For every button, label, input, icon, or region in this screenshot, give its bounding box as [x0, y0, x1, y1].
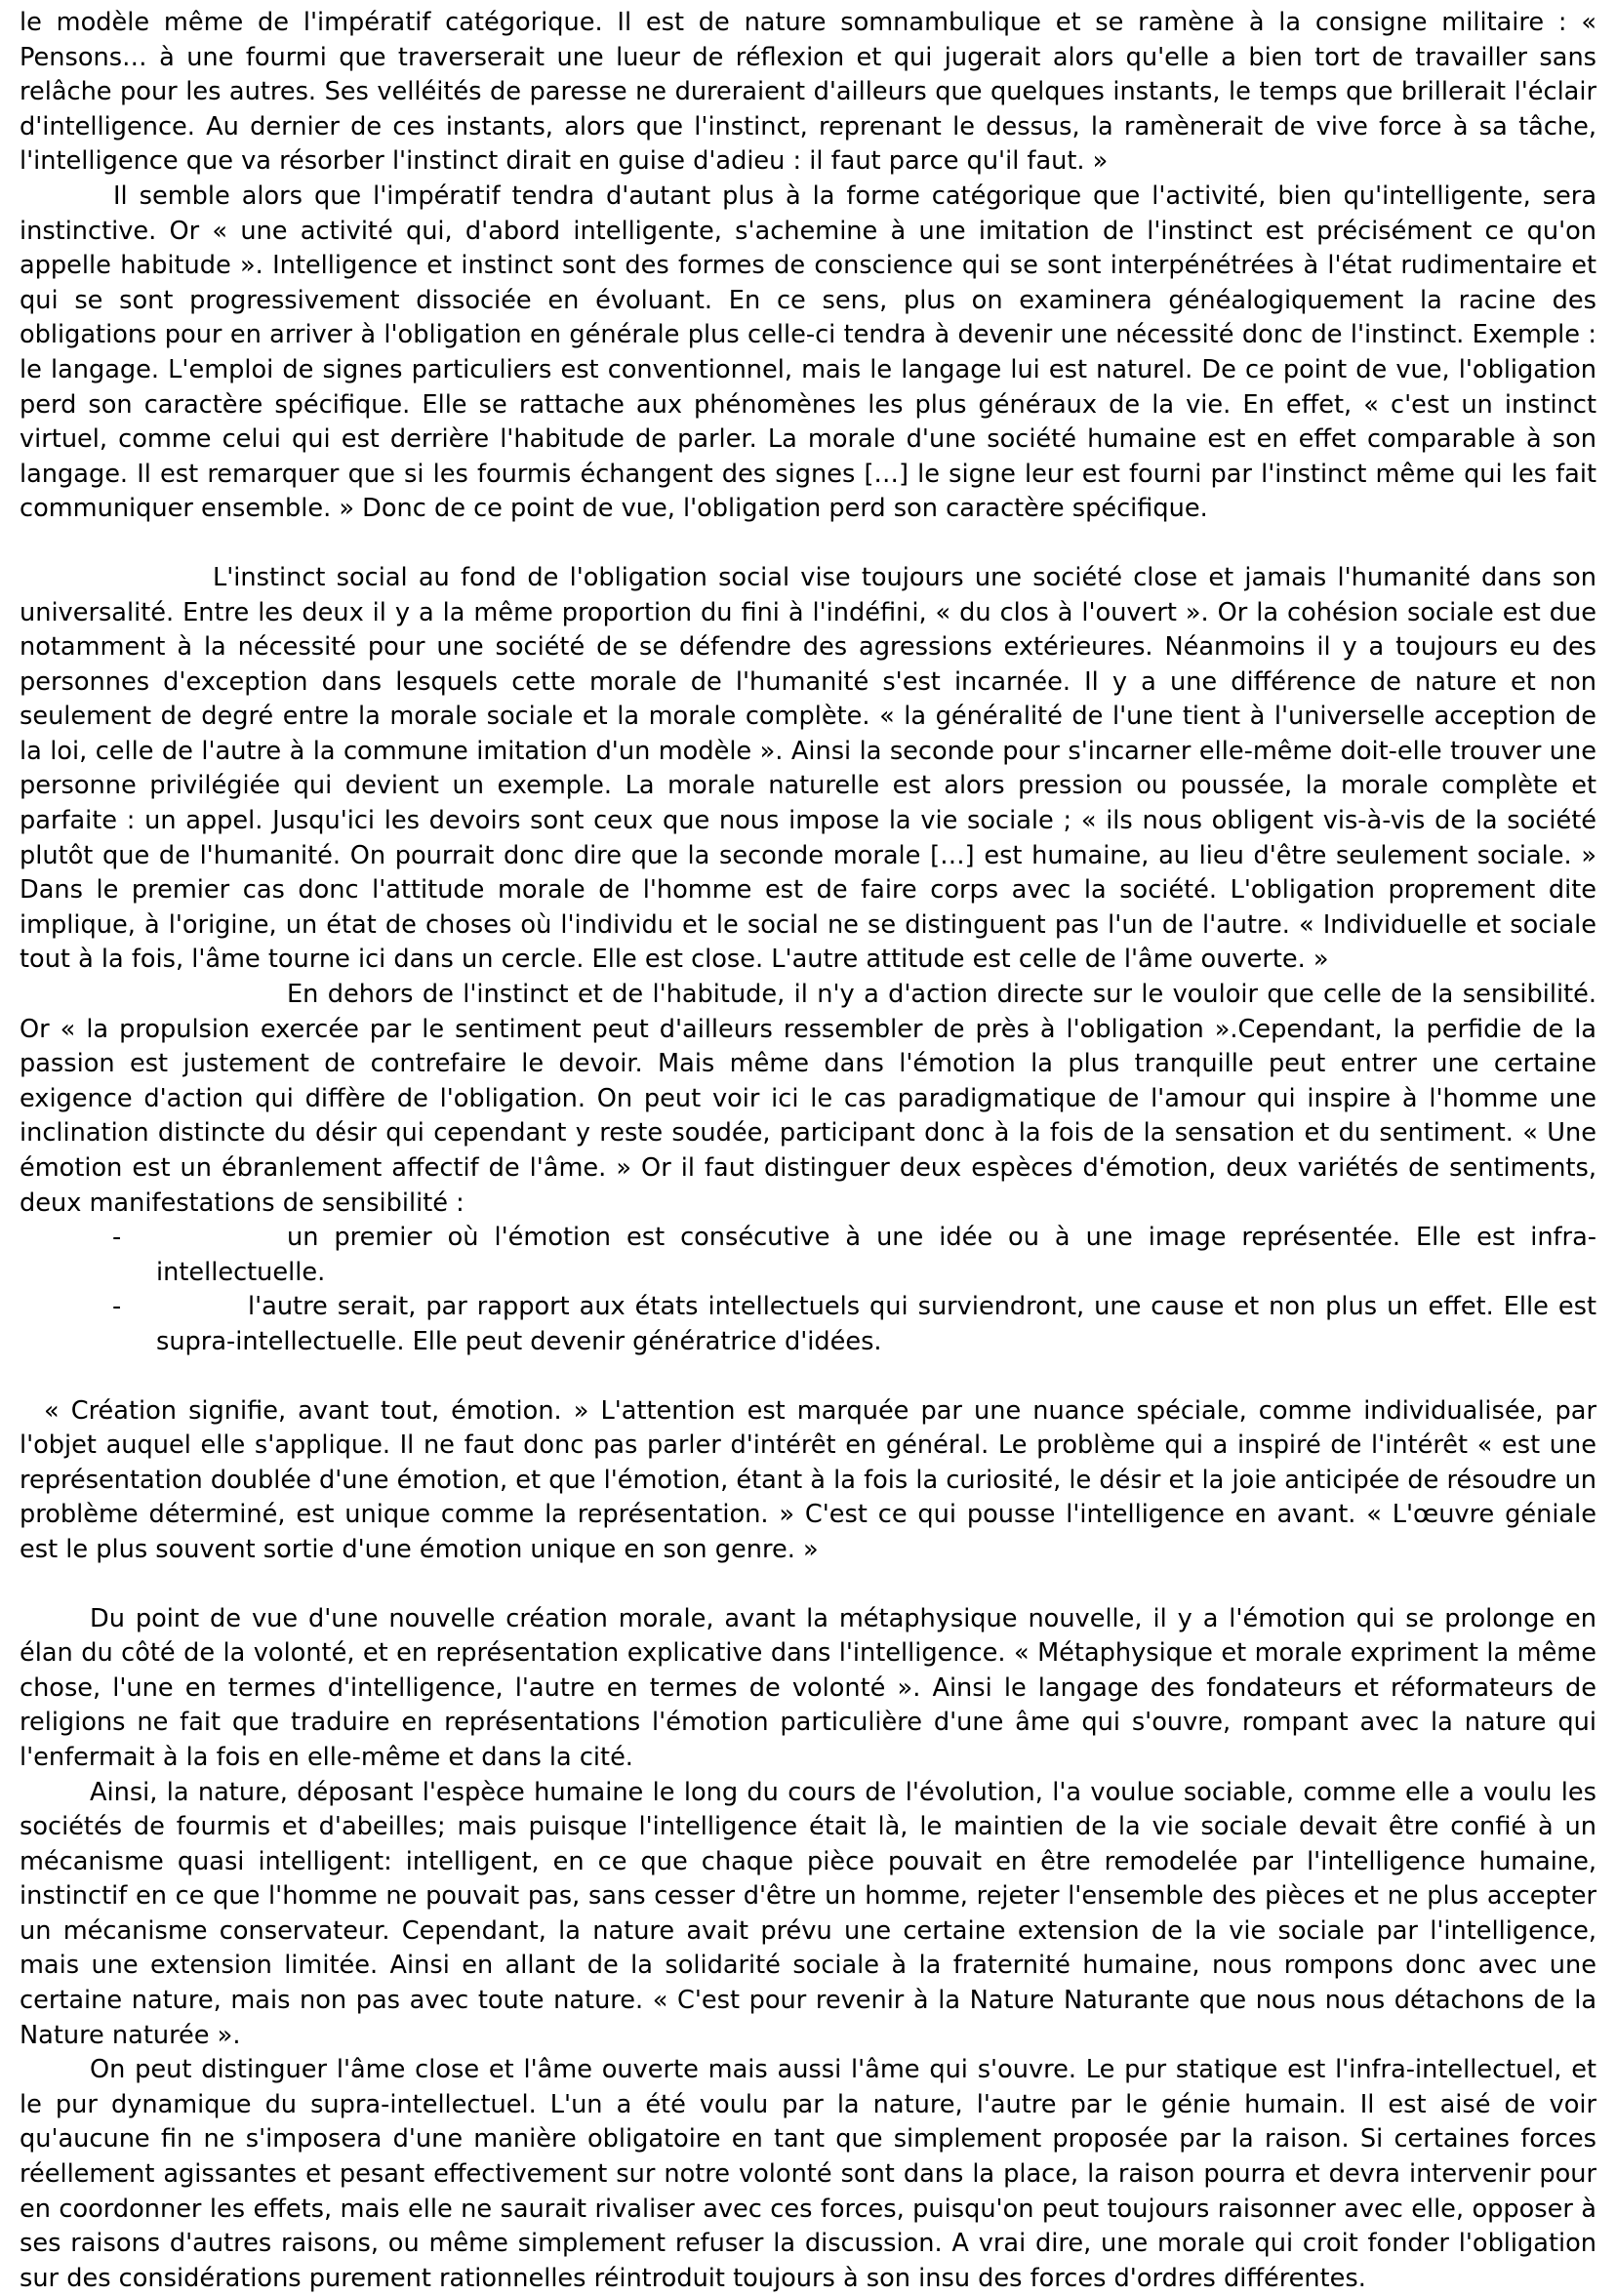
paragraph-3: L'instinct social au fond de l'obligation social vise toujours une société close et jamais l'humanité dans son universalité. Entre les deux il y a la même proportion du fini à l'indéfini, « du clos à l'ouvert ». Or la cohésion sociale est due notamment à la nécessité pour une société de se défendre des agressions extérieures. Néanmoins il y a toujours eu des personnes d'exception dans lesquels cette morale de l'humanité s'est incarnée. Il y a une différence de nature et non seulement de degré entre la morale sociale et la morale complète. « la généralité de l'une tient à l'universelle acception de la loi, celle de l'autre à la commune imitation d'un modèle ». Ainsi la seconde pour s'incarner elle-même doit-elle trouver une personne privilégiée qui devient un exemple. La morale naturelle est alors pression ou poussée, la morale complète et parfaite : un appel. Jusqu'ici les devoirs sont ceux que nous impose la vie sociale ; « ils nous obligent vis-à-vis de la société plutôt que de l'humanité. On pourrait donc dire que la seconde morale […] est humaine, au lieu d'être seulement sociale. » Dans le premier cas donc l'attitude morale de l'homme est de faire corps avec la société. L'obligation proprement dite implique, à l'origine, un état de choses où l'individu et le social ne se distinguent pas l'un de l'autre. « Individuelle et sociale tout à la fois, l'âme tourne ici dans un cercle. Elle est close. L'autre attitude est celle de l'âme ouverte. »	[20, 562, 1596, 975]
paragraph-1: le modèle même de l'impératif catégorique. Il est de nature somnambulique et se ramène à la consigne militaire : « Pensons… à une fourmi que traverserait une lueur de réflexion et qui jugerait alors qu'elle a bien tort de travailler sans relâche pour les autres. Ses velléités de paresse ne dureraient d'ailleurs que quelques instants, le temps que brillerait l'éclair d'intelligence. Au dernier de ces instants, alors que l'instinct, reprenant le dessus, la ramènerait de vive force à sa tâche, l'intelligence que va résorber l'instinct dirait en guise d'adieu : il faut parce qu'il faut. »	[20, 8, 1596, 177]
paragraph-8: On peut distinguer l'âme close et l'âme ouverte mais aussi l'âme qui s'ouvre. Le pur statique est l'infra-intellectuel, et le pur dynamique du supra-intellectuel. L'un a été voulu par la nature, l'autre par le génie humain. Il est aisé de voir qu'aucune fin ne s'imposera d'une manière obligatoire en tant que simplement proposée par la raison. Si certaines forces réellement agissantes et pesant effectivement sur notre volonté sont dans la place, la raison pourra et devra intervenir pour en coordonner les effets, mais elle ne saurait rivaliser avec ces forces, puisqu'on peut toujours raisonner avec elle, opposer à ses raisons d'autres raisons, ou même simplement refuser la discussion. A vrai dire, une morale qui croit fonder l'obligation sur des considérations purement rationnelles réintroduit toujours à son insu des forces d'ordres différentes.	[20, 2055, 1596, 2293]
list-item-text: l'autre serait, par rapport aux états intellectuels qui surviendront, une cause et non plus un effet. Elle est supra-intellectuelle. Elle peut devenir génératrice d'idées.	[156, 1292, 1596, 1356]
list-bullet: -	[112, 1292, 122, 1322]
paragraph-7: Ainsi, la nature, déposant l'espèce humaine le long du cours de l'évolution, l'a voulue sociable, comme elle a voulu les sociétés de fourmis et d'abeilles; mais puisque l'intelligence était là, le maintien de la vie sociale devait être confié à un mécanisme quasi intelligent: intelligent, en ce que chaque pièce pouvait en être remodelée par l'intelligence humaine, instinctif en ce que l'homme ne pouvait pas, sans cesser d'être un homme, rejeter l'ensemble des pièces et ne plus accepter un mécanisme conservateur. Cependant, la nature avait prévu une certaine extension de la vie sociale par l'intelligence, mais une extension limitée. Ainsi en allant de la solidarité sociale à la fraternité humaine, nous rompons donc avec une certaine nature, mais non pas avec toute nature. « C'est pour revenir à la Nature Naturante que nous nous détachons de la Nature naturée ».	[20, 1777, 1596, 2050]
list-item	[20, 1221, 1596, 1290]
paragraph-4: En dehors de l'instinct et de l'habitude, il n'y a d'action directe sur le vouloir que celle de la sensibilité. Or « la propulsion exercée par le sentiment peut d'ailleurs ressembler de près à l'obligation ».Cependant, la perfidie de la passion est justement de contrefaire le devoir. Mais même dans l'émotion la plus tranquille peut entrer une certaine exigence d'action qui diffère de l'obligation. On peut voir ici le cas paradigmatique de l'amour qui inspire à l'homme une inclination distincte du désir qui cependant y reste soudée, participant donc à la fois de la sensation et du sentiment. « Une émotion est un ébranlement affectif de l'âme. » Or il faut distinguer deux espèces d'émotion, deux variétés de sentiments, deux manifestations de sensibilité :	[20, 980, 1596, 1218]
paragraph-5: « Création signifie, avant tout, émotion. » L'attention est marquée par une nuance spéciale, comme individualisée, par l'objet auquel elle s'applique. Il ne faut donc pas parler d'intérêt en général. Le problème qui a inspiré de l'intérêt « est une représentation doublée d'une émotion, et que l'émotion, étant à la fois la curiosité, le désir et la joie anticipée de résoudre un problème déterminé, est unique comme la représentation. » C'est ce qui pousse l'intelligence en avant. « L'œuvre géniale est le plus souvent sortie d'une émotion unique en son genre. »	[20, 1395, 1596, 1564]
list-item-text: un premier où l'émotion est consécutive à une idée ou à une image représentée. Elle est infra-intellectuelle.	[156, 1223, 1596, 1287]
paragraph-2: Il semble alors que l'impératif tendra d'autant plus à la forme catégorique que l'activité, bien qu'intelligente, sera instinctive. Or « une activité qui, d'abord intelligente, s'achemine à une imitation de l'instinct est précisément ce qu'on appelle habitude ». Intelligence et instinct sont des formes de conscience qui se sont interpénétrées à l'état rudimentaire et qui se sont progressivement dissociée en évoluant. En ce sens, plus on examinera généalogiquement la racine des obligations pour en arriver à l'obligation en générale plus celle-ci tendra à devenir une nécessité donc de l'instinct. Exemple : le langage. L'emploi de signes particuliers est conventionnel, mais le langage lui est naturel. De ce point de vue, l'obligation perd son caractère spécifique. Elle se rattache aux phénomènes les plus généraux de la vie. En effet, « c'est un instinct virtuel, comme celui qui est derrière l'habitude de parler. La morale d'une société humaine est en effet comparable à son langage. Il est remarquer que si les fourmis échangent des signes […] le signe leur est fourni par l'instinct même qui les fait communiquer ensemble. » Donc de ce point de vue, l'obligation perd son caractère spécifique.	[20, 181, 1596, 524]
paragraph-6: Du point de vue d'une nouvelle création morale, avant la métaphysique nouvelle, il y a l'émotion qui se prolonge en élan du côté de la volonté, et en représentation explicative dans l'intelligence. « Métaphysique et morale expriment la même chose, l'une en termes d'intelligence, l'autre en termes de volonté ». Ainsi le langage des fondateurs et réformateurs de religions ne fait que traduire en représentations l'émotion particulière d'une âme qui s'ouvre, rompant avec la nature qui l'enfermait à la fois en elle-même et dans la cité.	[20, 1603, 1596, 1772]
list-item	[20, 1290, 1596, 1359]
spacer	[20, 1360, 1596, 1394]
spacer	[20, 1568, 1596, 1602]
list-bullet: -	[112, 1223, 122, 1253]
spacer	[20, 527, 1596, 561]
emotion-list	[20, 1221, 1596, 1359]
